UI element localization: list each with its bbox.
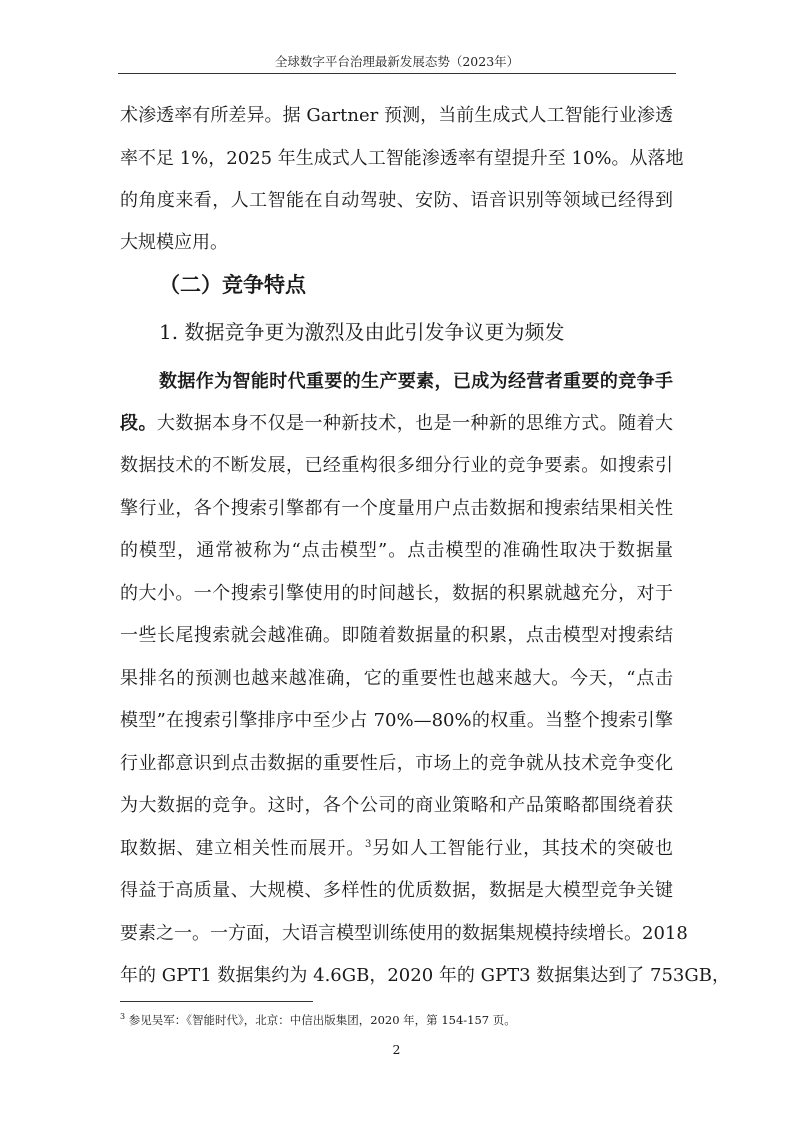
bold-lead-line: 数据作为智能时代重要的生产要素，已成为经营者重要的竞争手 — [159, 371, 673, 392]
paragraph-line: 要素之一。一方面，大语言模型训练使用的数据集规模持续增长。2018 — [120, 923, 688, 944]
page-number: 2 — [392, 1042, 401, 1057]
paragraph-text: 另如人工智能行业，其技术的突破也 — [371, 838, 674, 859]
paragraph-line: 的角度来看，人工智能在自动驾驶、安防、语音识别等领域已经得到 — [120, 190, 673, 211]
paragraph-line: 果排名的预测也越来越准确，它的重要性也越来越大。今天，“点击 — [120, 668, 673, 689]
paragraph-line: 擎行业，各个搜索引擎都有一个度量用户点击数据和搜索结果相关性 — [120, 498, 673, 519]
paragraph-line: 率不足 1%，2025 年生成式人工智能渗透率有望提升至 10%。从落地 — [120, 148, 684, 169]
paragraph-line: 年的 GPT1 数据集约为 4.6GB，2020 年的 GPT3 数据集达到了 753GB， — [120, 965, 730, 986]
paragraph-line: 数据技术的不断发展，已经重构很多细分行业的竞争要素。如搜索引 — [120, 455, 673, 476]
footnote — [120, 1012, 516, 1028]
paragraph-line — [120, 837, 673, 861]
footnote-text: 参见吴军：《智能时代》，北京：中信出版集团，2020 年，第 154-157 页。 — [128, 1013, 516, 1027]
paragraph-line: 一些长尾搜索就会越准确。即随着数据量的积累，点击模型对搜索结 — [120, 625, 673, 646]
paragraph-line: 模型”在搜索引擎排序中至少占 70%—80%的权重。当整个搜索引擎 — [120, 710, 673, 731]
paragraph-line — [120, 412, 673, 436]
paragraph-line: 术渗透率有所差异。据 Gartner 预测，当前生成式人工智能行业渗透 — [120, 105, 673, 126]
paragraph-line: 大规模应用。 — [120, 232, 228, 253]
paragraph-line: 行业都意识到点击数据的重要性后，市场上的竞争就从技术竞争变化 — [120, 753, 673, 774]
footnote-divider — [120, 1001, 313, 1002]
paragraph-line: 的模型，通常被称为“点击模型”。点击模型的准确性取决于数据量 — [120, 540, 673, 561]
paragraph-line: 得益于高质量、大规模、多样性的优质数据，数据是大模型竞争关键 — [120, 880, 673, 901]
footnote-reference[interactable]: 3 — [365, 839, 372, 850]
paragraph-line: 的大小。一个搜索引擎使用的时间越长，数据的积累就越充分，对于 — [120, 583, 673, 604]
subsection-heading: 1. 数据竞争更为激烈及由此引发争议更为频发 — [159, 320, 565, 344]
paragraph-text: 取数据、建立相关性而展开。 — [120, 838, 366, 859]
section-heading: （二）竞争特点 — [159, 273, 306, 297]
paragraph-line: 为大数据的竞争。这时，各个公司的商业策略和产品策略都围绕着获 — [120, 795, 673, 816]
header-divider — [118, 73, 676, 74]
bold-lead-text: 段。 — [120, 413, 157, 434]
running-header: 全球数字平台治理最新发展态势（2023年） — [274, 54, 520, 69]
paragraph-text: 大数据本身不仅是一种新技术，也是一种新的思维方式。随着大 — [156, 413, 674, 434]
footnote-marker: 3 — [120, 1012, 126, 1022]
